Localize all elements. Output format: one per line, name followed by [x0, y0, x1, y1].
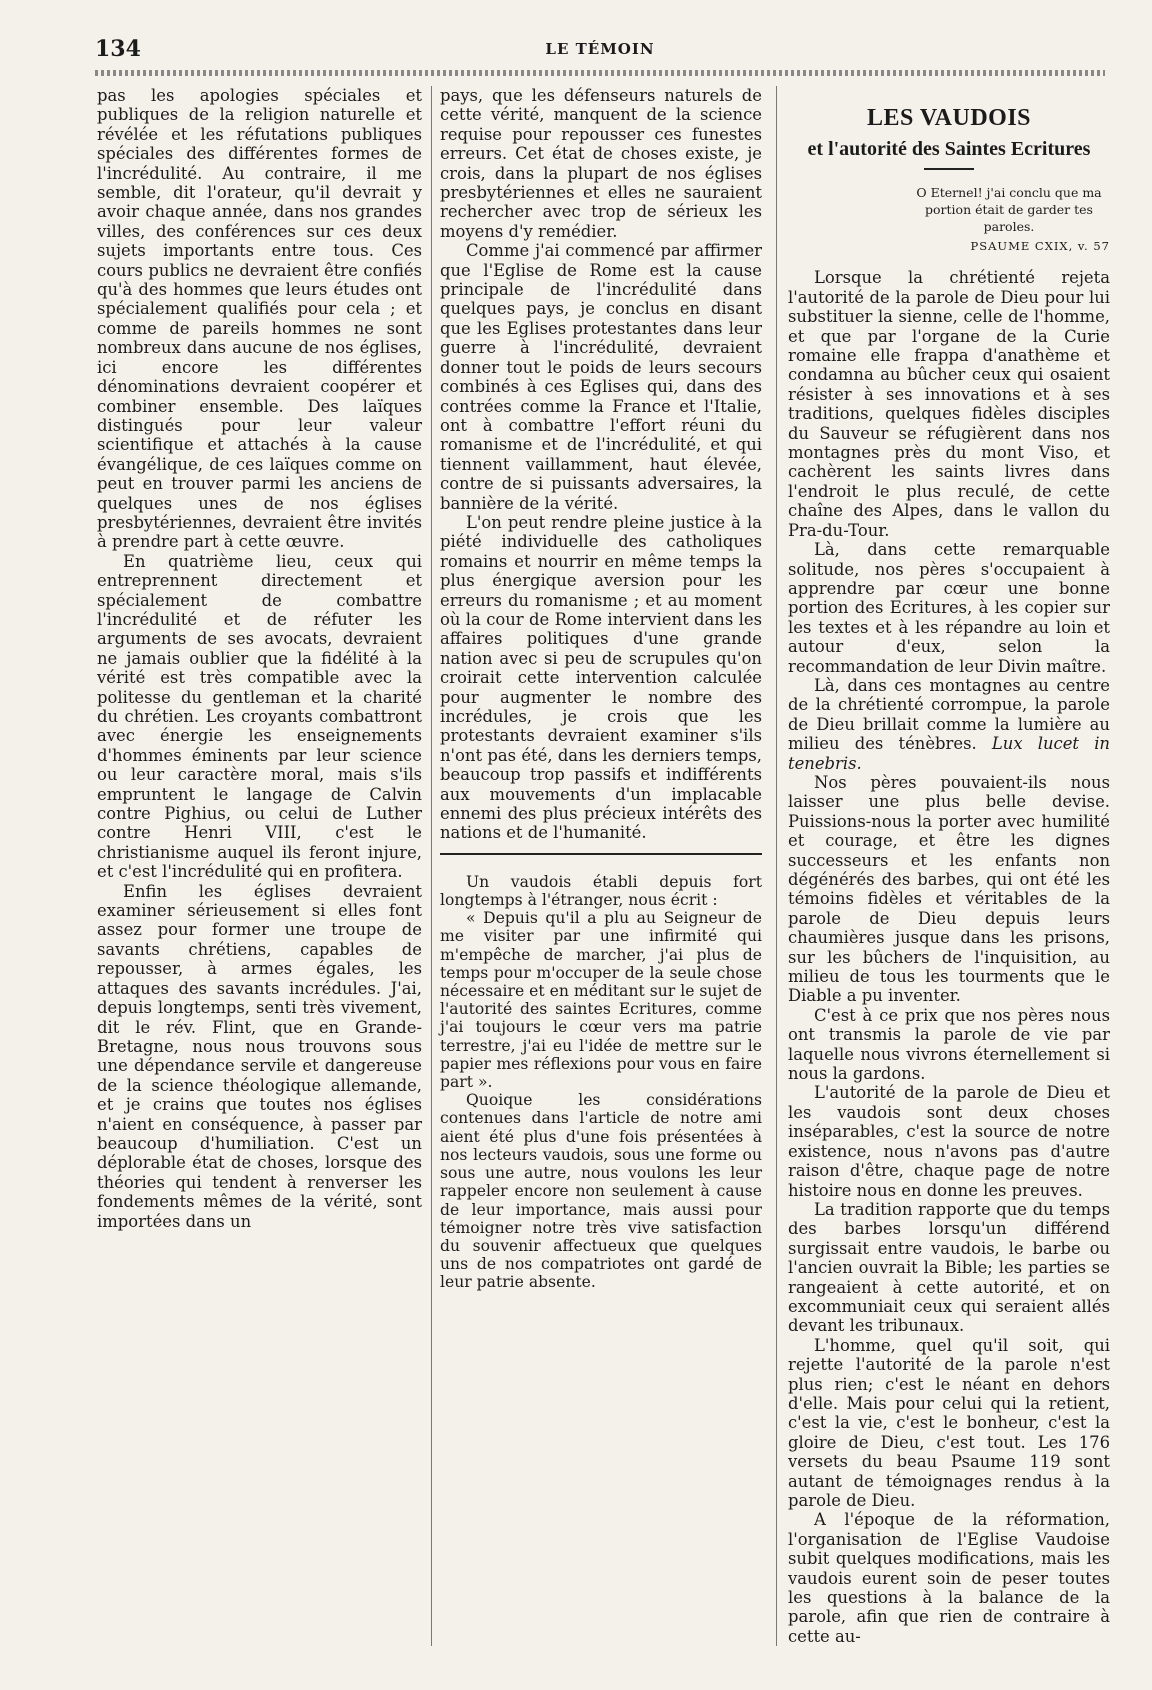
- paragraph: [788, 676, 1110, 773]
- page-number: 134: [95, 36, 141, 62]
- epigraph: O Eternel! j'ai conclu que ma portion était de garder tes paroles.: [916, 185, 1102, 234]
- letter-note: [440, 873, 762, 1292]
- paragraph: Comme j'ai commencé par affirmer que l'Eglise de Rome est la cause principale de l'incrédulité dans quelques pays, je conclus en disant que les Eglises protestantes dans leur guerre à l'incrédulité, devraient donner tout le poids de leurs secours combinés à ces Eglises qui, dans des contrées comme la France et l'Italie, ont à combattre l'effort réuni du romanisme et de l'incrédulité, et qui tiennent vaillamment, haut élevée, contre de si puissants adversaires, la bannière de la vérité.: [440, 241, 762, 513]
- article-title: LES VAUDOIS: [866, 105, 1032, 131]
- paragraph: « Depuis qu'il a plu au Seigneur de me visiter par une infirmité qui m'empêche de marcher, j'ai plus de temps pour m'occuper de la seule chose nécessaire et en méditant sur le sujet de l'autorité des saintes Ecritures, comme j'ai toujours le cœur vers ma patrie terrestre, j'ai eu l'idée de mettre sur le papier mes réflexions pour vous en faire part ».: [440, 909, 762, 1092]
- paragraph: Lorsque la chrétienté rejeta l'autorité de la parole de Dieu pour lui substituer la sienne, celle de l'homme, et que par l'organe de la Curie romaine elle frappa d'anathème et condamna au bûcher ceux qui osaient résister à ses innovations et à ses traditions, quelques fidèles disciples du Sauveur se réfugièrent dans nos montagnes près du mont Viso, et cachèrent les saints livres dans l'endroit le plus reculé, de cette chaîne des Alpes, dans le vallon du Pra-du-Tour.: [788, 268, 1110, 540]
- column-2: [440, 86, 762, 1292]
- column-divider: [431, 86, 432, 1646]
- paragraph: Là, dans cette remarquable solitude, nos pères s'occupaient à apprendre par cœur une bonne portion des Ecritures, à les copier sur les textes et à les répandre au loin et autour d'eux, selon la recommandation de leur Divin maître.: [788, 540, 1110, 676]
- article-subtitle: et l'autorité des Saintes Ecritures: [807, 138, 1091, 160]
- paragraph: A l'époque de la réformation, l'organisation de l'Eglise Vaudoise subit quelques modifications, mais les vaudois eurent soin de peser toutes les questions à la balance de la parole, afin que rien de contraire à cette au-: [788, 1510, 1110, 1646]
- column-1: [97, 86, 422, 1231]
- header-rule: [95, 70, 1105, 76]
- paragraph: Nos pères pouvaient-ils nous laisser une plus belle devise. Puissions-nous la porter avec humilité et courage, et être les dignes successeurs et les enfants non dégénérés des barbes, qui ont été les témoins fidèles et véritables de la parole de Dieu depuis leurs chaumières jusque dans les prisons, sur les bûchers de l'inquisition, au milieu de tous les tourments que le Diable a pu inventer.: [788, 772, 1110, 1006]
- paragraph: L'autorité de la parole de Dieu et les vaudois sont deux choses inséparables, c'est la source de notre existence, nous n'avons pas d'autre raison d'être, chaque page de notre histoire nous en donne les preuves.: [788, 1083, 1110, 1200]
- paragraph: C'est à ce prix que nos pères nous ont transmis la parole de vie par laquelle nous vivrons éternellement si nous la gardons.: [788, 1005, 1110, 1084]
- section-divider: [440, 853, 762, 855]
- latin-phrase: Lux lucet in tenebris.: [788, 734, 1110, 773]
- paragraph: Un vaudois établi depuis fort longtemps à l'étranger, nous écrit :: [440, 872, 762, 910]
- column-divider: [776, 86, 777, 1646]
- paragraph: La tradition rapporte que du temps des barbes lorsqu'un différend surgissait entre vaudois, le barbe ou l'ancien ouvrait la Bible; les parties se rangeaient à cette autorité, et on excommuniait ceux qui seraient allés devant les tribunaux.: [788, 1199, 1110, 1336]
- title-rule: [924, 168, 974, 170]
- paragraph: Quoique les considérations contenues dans l'article de notre ami aient été plus d'une fois présentées à nos lecteurs vaudois, sous une forme ou sous une autre, nous voulons les leur rappeler encore non seulement à cause de leur importance, mais aussi pour témoigner notre très vive satisfaction du souvenir affectueux que quelques uns de nos compatriotes ont gardé de leur patrie absente.: [440, 1091, 762, 1292]
- paragraph: L'on peut rendre pleine justice à la piété individuelle des catholiques romains et nourrir en même temps la plus énergique aversion pour les erreurs du romanisme ; et au moment où la cour de Rome intervient dans les affaires politiques d'une grande nation avec si peu de scrupules qu'on croirait cette intervention calculée pour augmenter le nombre des incrédules, je crois que les protestants devraient examiner s'ils n'ont pas été, dans les derniers temps, beaucoup trop passifs et indifférents aux mouvements d'un implacable ennemi des plus précieux intérêts des nations et de l'humanité.: [440, 512, 762, 843]
- journal-title: LE TÉMOIN: [545, 40, 655, 58]
- paragraph: pas les apologies spéciales et publiques de la religion naturelle et révélée et les réfutations publiques spéciales des différentes formes de l'incrédulité. Au contraire, il me semble, dit l'orateur, qu'il devrait y avoir chaque année, dans nos grandes villes, des conférences sur ces deux sujets importants entre tous. Ces cours publics ne devraient être confiés qu'à des hommes que leurs études ont spécialement qualifiés pour cela ; et comme de pareils hommes ne sont nombreux dans aucune de nos églises, ici encore les différentes dénominations devraient coopérer et combiner ensemble. Des laïques distingués pour leur valeur scientifique et attachés à la cause évangélique, de ces laïques comme on peut en trouver parmi les anciens de quelques unes de nos églises presbytériennes, devraient être invités à prendre part à cette œuvre.: [97, 86, 422, 552]
- paragraph-text: Là, dans ces montagnes au centre de la chrétienté corrompue, la parole de Dieu brillait comme la lumière au milieu des ténèbres.: [788, 675, 1110, 754]
- paragraph: L'homme, quel qu'il soit, qui rejette l'autorité de la parole n'est plus rien; c'est le néant en dehors d'elle. Mais pour celui qui la retient, c'est la vie, c'est le bonheur, c'est la gloire de Dieu, c'est tout. Les 176 versets du beau Psaume 119 sont autant de témoignages rendus à la parole de Dieu.: [788, 1335, 1110, 1510]
- paragraph: pays, que les défenseurs naturels de cette vérité, manquent de la science requise pour repousser ces funestes erreurs. Cet état de choses existe, je crois, dans la plupart de nos églises presbytériennes et elles ne sauraient rechercher avec trop de sérieux les moyens d'y remédier.: [440, 86, 762, 241]
- paragraph: Enfin les églises devraient examiner sérieusement si elles font assez pour former une troupe de savants chrétiens, capables de repousser, à armes égales, les attaques des savants incrédules. J'ai, depuis longtemps, senti très vivement, dit le rév. Flint, que en Grande-Bretagne, nous nous trouvons sous une dépendance servile et dangereuse de la science théologique allemande, et je crains que toutes nos églises n'aient en conséquence, à passer par beaucoup d'humiliation. C'est un déplorable état de choses, lorsque des théories qui tendent à renverser les fondements mêmes de la vérité, sont importées dans un: [97, 881, 422, 1231]
- epigraph-reference: PSAUME CXIX, v. 57: [970, 239, 1110, 253]
- column-3: [788, 86, 1110, 1646]
- paragraph: En quatrième lieu, ceux qui entreprennent directement et spécialement de combattre l'incrédulité et de réfuter les arguments de ses avocats, devraient ne jamais oublier que la fidélité à la vérité est très compatible avec la politesse du gentleman et la charité du chrétien. Les croyants combattront avec énergie les enseignements d'hommes éminents par leur science ou leur caractère moral, mais s'ils empruntent le langage de Calvin contre Pighius, ou celui de Luther contre Henri VIII, c'est le christianisme auquel ils feront injure, et c'est l'incrédulité qui en profitera.: [97, 551, 422, 882]
- page-header: [95, 36, 1105, 66]
